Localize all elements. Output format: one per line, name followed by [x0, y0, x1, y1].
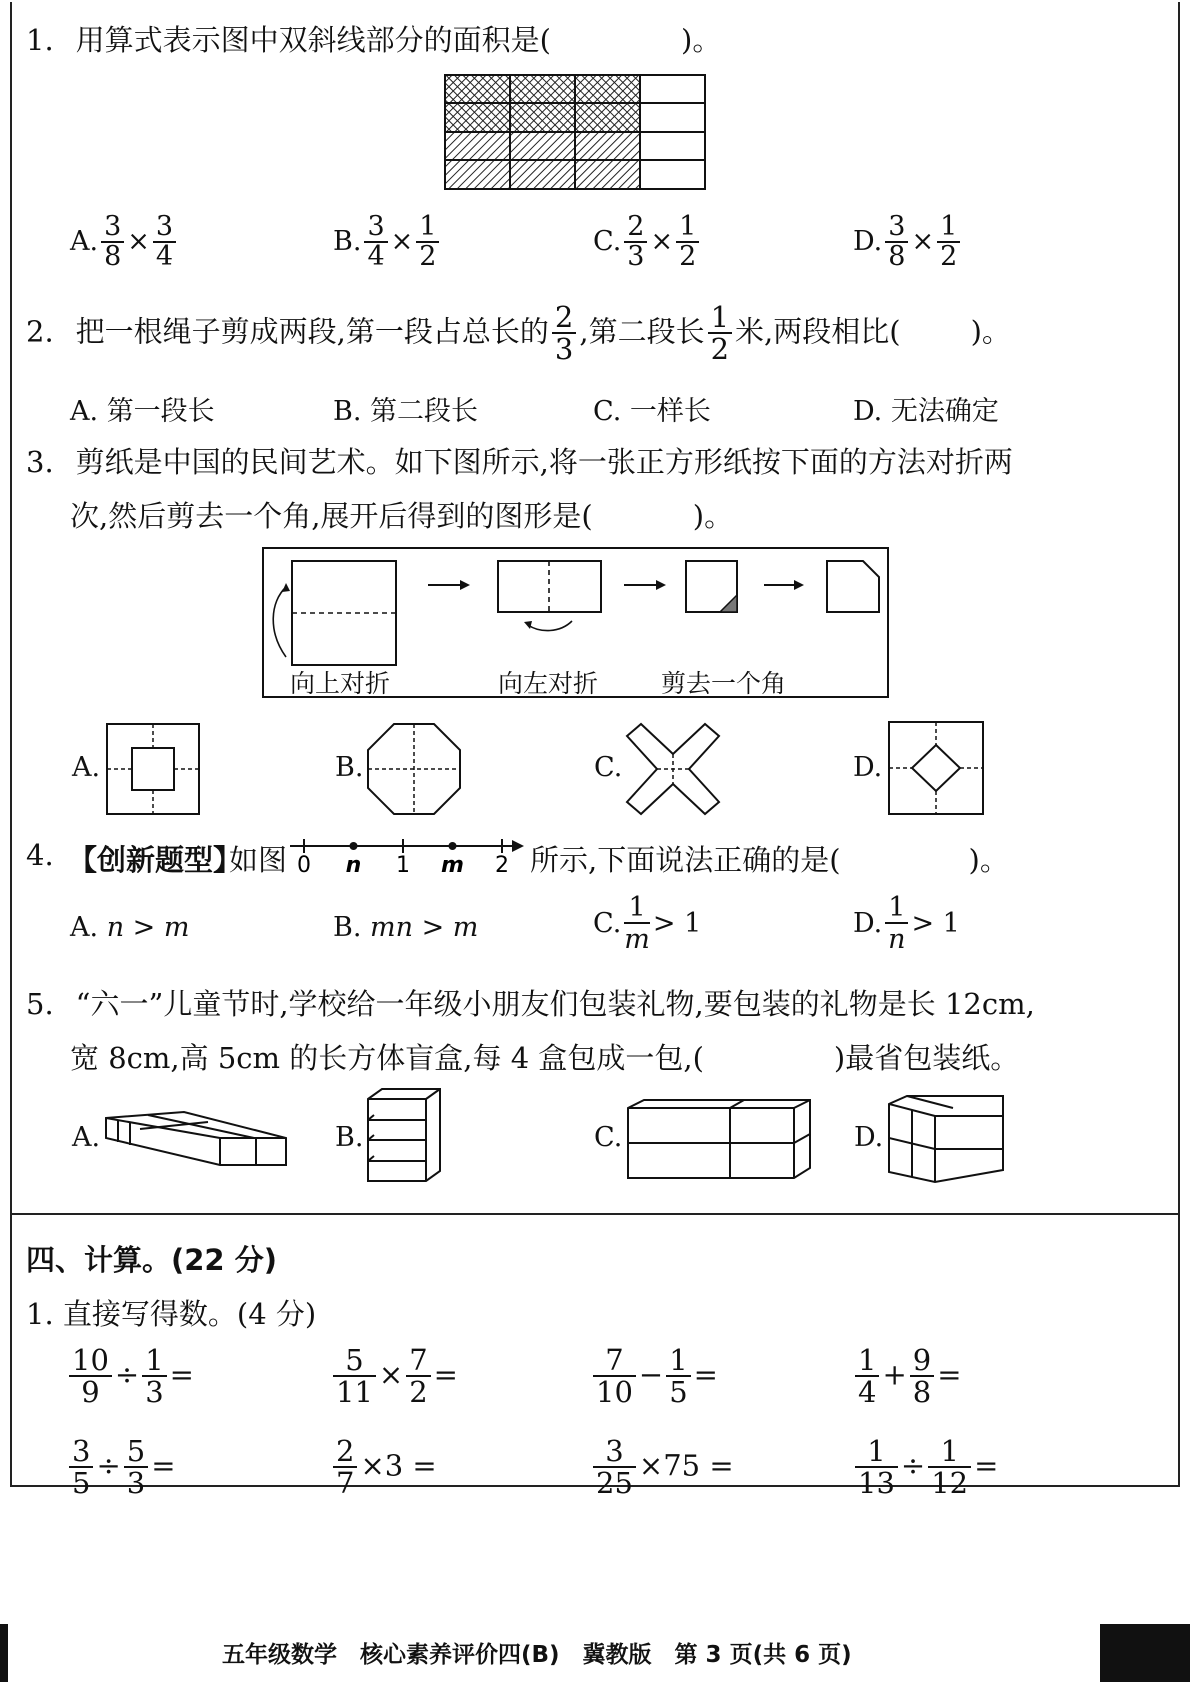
q5-option-c-label[interactable]: C. [594, 1122, 623, 1153]
q3-option-a-figure[interactable] [105, 722, 201, 816]
footer-right-block [1100, 1624, 1190, 1682]
q3-stem-line1: 3. 剪纸是中国的民间艺术。如下图所示,将一张正方形纸按下面的方法对折两 [26, 445, 1013, 479]
number-line-arrowhead [512, 840, 524, 852]
q1-option-c[interactable]: C. $\frac{2}{3}$ × $\frac{1}{2}$ [593, 213, 702, 272]
label-m: m [441, 853, 464, 878]
calc-r2-c3: $\frac{3}{25}$ ×75 = [590, 1436, 734, 1499]
point-m [449, 842, 457, 850]
calc-r2-c4: $\frac{1}{13}$ ÷ $\frac{1}{12}$ = [852, 1436, 998, 1499]
q4-option-d[interactable]: D. $\frac{1}{n} > 1$ [853, 892, 960, 956]
section4-sub: 1. 直接写得数。(4 分) [26, 1297, 317, 1331]
calc-r1-c4: $\frac{1}{4}$ + $\frac{9}{8}$ = [852, 1345, 962, 1408]
q5-option-a-figure[interactable] [104, 1108, 290, 1168]
q5-option-c-figure[interactable] [626, 1098, 812, 1182]
q4-text1: 如图 [229, 843, 288, 877]
q4-tag: 【创新题型】 [68, 843, 243, 877]
q3-option-d-label[interactable]: D. [853, 752, 883, 783]
q5-stem-line2: 宽 8cm,高 5cm 的长方体盲盒,每 4 盒包成一包,( )最省包装纸。 [70, 1041, 1020, 1075]
footer-left-bar [0, 1624, 8, 1682]
q5-option-b-label[interactable]: B. [335, 1122, 364, 1153]
q3-step-label-1: 向上对折 [290, 669, 391, 698]
label-1: 1 [396, 853, 410, 878]
q3-option-a-label[interactable]: A. [72, 752, 101, 783]
q5-option-d-figure[interactable] [887, 1094, 1007, 1186]
q2-option-a[interactable]: A. 第一段长 [70, 396, 215, 427]
q3-stem-line2: 次,然后剪去一个角,展开后得到的图形是( )。 [70, 499, 734, 533]
section4-title: 四、计算。(22 分) [26, 1243, 277, 1277]
footer-text: 五年级数学 核心素养评价四(B) 冀教版 第 3 页(共 6 页) [222, 1642, 852, 1668]
q3-option-b-label[interactable]: B. [335, 752, 364, 783]
q2-option-b[interactable]: B. 第二段长 [333, 396, 479, 427]
label-2: 2 [495, 853, 509, 878]
calc-r1-c2: $\frac{5}{11}$ × $\frac{7}{2}$ = [330, 1345, 458, 1408]
calc-r2-c2: $\frac{2}{7}$ ×3 = [330, 1436, 437, 1499]
q1-grid-figure [444, 74, 706, 190]
q3-option-c-figure[interactable] [625, 722, 721, 816]
q2-stem: 2. 把一根绳子剪成两段,第一段占总长的 $\frac{2}{3}$ ,第二段长 $\frac{1}{2}$ 米,两段相比( )。 [26, 300, 1011, 367]
q4-option-a[interactable]: A. n > m [70, 912, 190, 943]
q1-stem: 1. 用算式表示图中双斜线部分的面积是( )。 [26, 23, 722, 57]
q5-stem-line1: 5. “六一”儿童节时,学校给一年级小朋友们包装礼物,要包装的礼物是长 12cm, [26, 987, 1035, 1021]
q3-option-d-figure[interactable] [887, 720, 985, 816]
q3-option-b-figure[interactable] [366, 722, 462, 816]
q4-num: 4. [26, 838, 54, 872]
label-n: n [345, 853, 362, 878]
q5-option-d-label[interactable]: D. [854, 1122, 884, 1153]
q5-option-a-label[interactable]: A. [72, 1122, 101, 1153]
calc-r2-c1: $\frac{3}{5}$ ÷ $\frac{5}{3}$ = [66, 1436, 176, 1499]
label-0: 0 [297, 853, 311, 878]
q1-option-b[interactable]: B. $\frac{3}{4}$ × $\frac{1}{2}$ [333, 213, 442, 272]
calc-r1-c3: $\frac{7}{10}$ − $\frac{1}{5}$ = [590, 1345, 718, 1408]
q3-step-label-2: 向左对折 [498, 669, 599, 698]
q2-option-d[interactable]: D. 无法确定 [853, 396, 999, 427]
section-divider [10, 1213, 1180, 1215]
q3-option-c-label[interactable]: C. [594, 752, 623, 783]
q1-option-a[interactable]: A. $\frac{3}{8}$ × $\frac{3}{4}$ [70, 213, 179, 272]
q5-option-b-figure[interactable] [366, 1087, 442, 1183]
q4-option-b[interactable]: B. mn > m [333, 912, 479, 943]
q4-option-c[interactable]: C. $\frac{1}{m} > 1$ [593, 892, 702, 956]
q3-step-label-3: 剪去一个角 [661, 669, 787, 698]
point-n [350, 842, 358, 850]
q1-option-d[interactable]: D. $\frac{3}{8}$ × $\frac{1}{2}$ [853, 213, 963, 272]
q4-text2: 所示,下面说法正确的是( )。 [530, 843, 1009, 877]
q2-option-c[interactable]: C. 一样长 [593, 396, 711, 427]
calc-r1-c1: $\frac{10}{9}$ ÷ $\frac{1}{3}$ = [66, 1345, 194, 1408]
q4-number-line [288, 832, 528, 878]
